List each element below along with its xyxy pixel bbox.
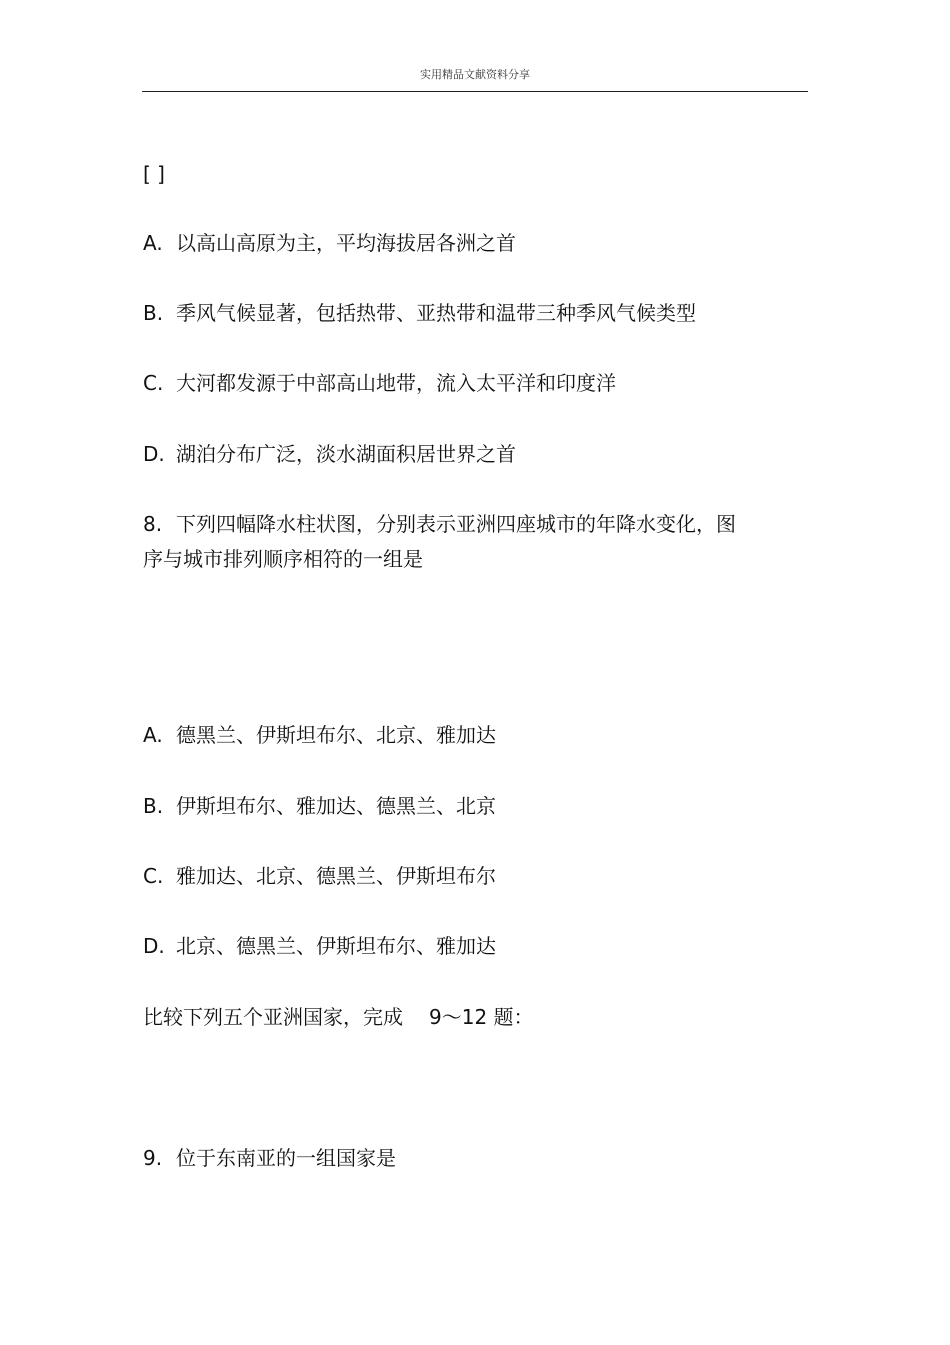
section-intro xyxy=(143,1003,534,1031)
option-label: D. xyxy=(143,442,165,466)
intro-text: 比较下列五个亚洲国家，完成 xyxy=(143,1005,403,1029)
option-text: 季风气候显著，包括热带、亚热带和温带三种季风气候类型 xyxy=(176,301,696,325)
question-number: 9. xyxy=(143,1146,163,1170)
option-text: 伊斯坦布尔、雅加达、德黑兰、北京 xyxy=(176,794,496,818)
option-text: 德黑兰、伊斯坦布尔、北京、雅加达 xyxy=(176,723,496,747)
question-text: 下列四幅降水柱状图，分别表示亚洲四座城市的年降水变化，图 xyxy=(176,512,736,536)
question-text: 位于东南亚的一组国家是 xyxy=(176,1146,396,1170)
q8-stem-line1 xyxy=(143,510,736,538)
q7-option-b xyxy=(143,299,696,327)
answer-bracket: [ ] xyxy=(143,162,165,186)
option-text: 以高山高原为主，平均海拔居各洲之首 xyxy=(176,231,516,255)
q8-option-d xyxy=(143,932,496,960)
option-text: 北京、德黑兰、伊斯坦布尔、雅加达 xyxy=(176,934,496,958)
q7-option-d xyxy=(143,440,516,468)
header-divider xyxy=(142,91,808,92)
option-label: C. xyxy=(143,864,164,888)
question-number: 8. xyxy=(143,512,163,536)
option-label: B. xyxy=(143,794,164,818)
q9-stem xyxy=(143,1144,396,1172)
option-label: B. xyxy=(143,301,164,325)
q7-option-a xyxy=(143,229,516,257)
option-text: 湖泊分布广泛，淡水湖面积居世界之首 xyxy=(176,442,516,466)
q8-option-b xyxy=(143,792,496,820)
option-label: A. xyxy=(143,723,163,747)
q8-option-c xyxy=(143,862,496,890)
q8-option-a xyxy=(143,721,496,749)
option-label: A. xyxy=(143,231,163,255)
option-text: 雅加达、北京、德黑兰、伊斯坦布尔 xyxy=(176,864,496,888)
option-text: 大河都发源于中部高山地带，流入太平洋和印度洋 xyxy=(176,371,616,395)
option-label: C. xyxy=(143,371,164,395)
q8-stem-line2: 序与城市排列顺序相符的一组是 xyxy=(143,547,423,571)
q7-option-c xyxy=(143,369,616,397)
page-header-title: 实用精品文献资料分享 xyxy=(420,68,530,81)
intro-range: 9～12 题： xyxy=(429,1005,534,1029)
option-label: D. xyxy=(143,934,165,958)
